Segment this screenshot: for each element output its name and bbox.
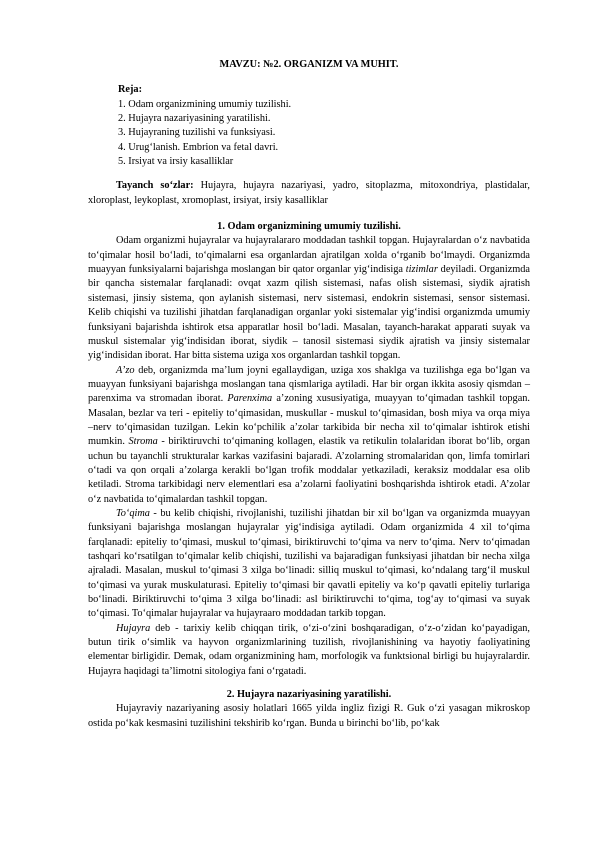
paragraph-text: - biriktiruvchi to‘qimaning kollagen, elastik va retikulin tolalaridan iborat bo‘lib, organ uchun bu tayanchli strukturalar karkas vazifasini bajaradi. A’zolarning stromalaridan qon, limfa tomirlari o‘tadi va qon orqali a’zolarga kerakli bo‘lgan trofik moddalar yetkaziladi, keraksiz moddalar esa olib ketiladi. Stroma tarkibidagi nerv elementlari esa a’zolarni faoliyatini boshqarishda ishtirok etadi. A’zolar o‘z navbatida to‘qimalardan tashkil topgan. — [88, 436, 530, 505]
body-paragraph — [88, 622, 530, 679]
document-page — [88, 58, 530, 731]
paragraph-text: Odam organizmi hujayralar va hujayralararo moddadan tashkil topgan. Hujayralardan o‘z navbatida to‘qimalar hosil bo‘ladi, to‘qimalarni esa organlardan ajratilgan xolda o‘rganib bo‘lmaydi. Organizmda muayyan funksiyalarni bajarishga moslangan bir qator organlar yig‘indisiga — [88, 235, 530, 276]
italic-term: Parenxima — [227, 393, 273, 405]
keywords-text: Hujayra, hujayra nazariyasi, yadro, sitoplazma, mitoxondriya, plastidalar, xloroplast, leykoplast, xromoplast, irsiyat, irsiy kasalliklar — [88, 180, 530, 206]
keywords-paragraph — [88, 179, 530, 208]
plan-item: 4. Urug‘lanish. Embrion va fetal davri. — [118, 141, 279, 153]
paragraph-text: deb, organizmda ma’lum joyni egallaydigan, uziga xos shaklga va tuzilishga ega bo‘lgan va muayyan funksiyani bajarishga moslangan tana qismlariga aytiladi. Har bir organ ikkita asosiy qismdan – parenxima va stromadan iborat. — [88, 364, 530, 405]
paragraph-text: deyiladi. Organizmda bir qancha sistemalar farqlanadi: ovqat xazm qilish sistemasi, nafas olish sistemasi, siydik ajratish sistemasi, jinsiy sistema, qon aylanish sistemasi, nerv sistemasi, endokrin sistemasi, sensor sistemasi. Kelib chiqishi va tuzilishi jihatdan farqlanadigan organlar yoki sistemalar yig‘indisi organizmda umumiy funksiyani bajarishda ishtirok etsa apparatlar hosil bo‘ladi. Masalan, tayanch-harakat apparati suyak va muskul sistemalar yig‘indisidan iborat, siydik – tanosil sistemasi siydik ajratish va jinsiy sistemalar yig‘indisidan iborat. Har bitta sistema uziga xos organlardan tashkil topgan. — [88, 264, 530, 362]
italic-term: Stroma — [128, 436, 158, 448]
plan-heading: Reja: — [118, 84, 143, 96]
keywords-label: Tayanch so‘zlar: — [116, 180, 194, 192]
plan-item: 2. Hujayra nazariyasining yaratilishi. — [118, 113, 271, 125]
plan-item: 1. Odam organizmining umumiy tuzilishi. — [118, 98, 292, 110]
paragraph-text: a’zoning xususiyatiga, muayyan to‘qimadan tashkil topgan. Masalan, bezlar va teri - epiteliy to‘qimasidan, muskullar - muskul to‘qimasidan, bosh miya va orqa miya –nerv to‘qimasidan tuzilgan. Lekin ko‘pchilik a’zolar tarkibida bir necha xil to‘qimalar ishtirok etishi mumkin. — [88, 393, 530, 448]
paragraph-text: deb - tarixiy kelib chiqqan tirik, o‘zi-o‘zini boshqaradigan, o‘z-o‘zidan ko‘payadigan, butun tirik o‘simlik va hayvon organizmlarining tuzilish, rivojlanishining va hayotiy faoliyatining elementar birligidir. Demak, odam organizmining ham, morfologik va funktsional birligi bu hujayralardir. Hujayra haqidagi ta’limotni sitologiya fani o‘rgatadi. — [88, 622, 530, 677]
plan-block — [118, 83, 530, 169]
paragraph-text: - bu kelib chiqishi, rivojlanishi, tuzilishi jihatdan bir xil bo‘lgan va organizmda muayyan funksiyani bajarishga moslangan hujayralar yig‘indisiga aytiladi. Odam organizmida 4 xil to‘qima farqlanadi: epiteliy to‘qimasi, muskul to‘qimasi, biriktiruvchi to‘qima va nerv to‘qima. Nerv to‘qimadan tashqari ko‘rsatilgan to‘qimalar kelib chiqishi, tuzilishi va bajaradigan funksiyasi jihatdan bir necha xilga ajraladi. Masalan, muskul to‘qimasi 3 xilga bo‘linadi: silliq muskul to‘qimasi, ko‘ndalang targ‘il muskul to‘qimasi va yurak muskulaturasi. Epiteliy to‘qimasi bir qavatli epiteliy va ko‘p qavatli epiteliy turlariga bo‘linadi. Biriktiruvchi to‘qima 3 xilga bo‘linadi: asl biriktiruvchi to‘qima, tog‘ay to‘qimasi va suyak to‘qimasi. To‘qimalar hujayralar va hujayraaro moddadan tarkib topgan. — [88, 507, 530, 620]
body-paragraph — [88, 234, 530, 363]
plan-item: 3. Hujayraning tuzilishi va funksiyasi. — [118, 127, 276, 139]
body-paragraph: Hujayraviy nazariyaning asosiy holatlari 1665 yilda ingliz fizigi R. Guk o‘zi yasagan mikroskop ostida po‘kak kesmasini tuzilishini tekshirib ko‘rgan. Bunda u birinchi bo‘lib, po‘kak — [88, 703, 530, 729]
italic-term: Hujayra — [116, 622, 151, 634]
document-title: MAVZU: №2. ORGANIZM VA MUHIT. — [219, 59, 399, 70]
italic-term: tizimlar — [405, 264, 438, 276]
body-paragraph — [88, 507, 530, 622]
plan-item: 5. Irsiyat va irsiy kasalliklar — [118, 156, 234, 168]
italic-term: To‘qima — [116, 507, 150, 519]
italic-term: A’zo — [116, 364, 135, 376]
section-heading: 1. Odam organizmining umumiy tuzilishi. — [217, 221, 401, 233]
section-heading: 2. Hujayra nazariyasining yaratilishi. — [226, 689, 392, 701]
body-paragraph — [88, 364, 530, 507]
